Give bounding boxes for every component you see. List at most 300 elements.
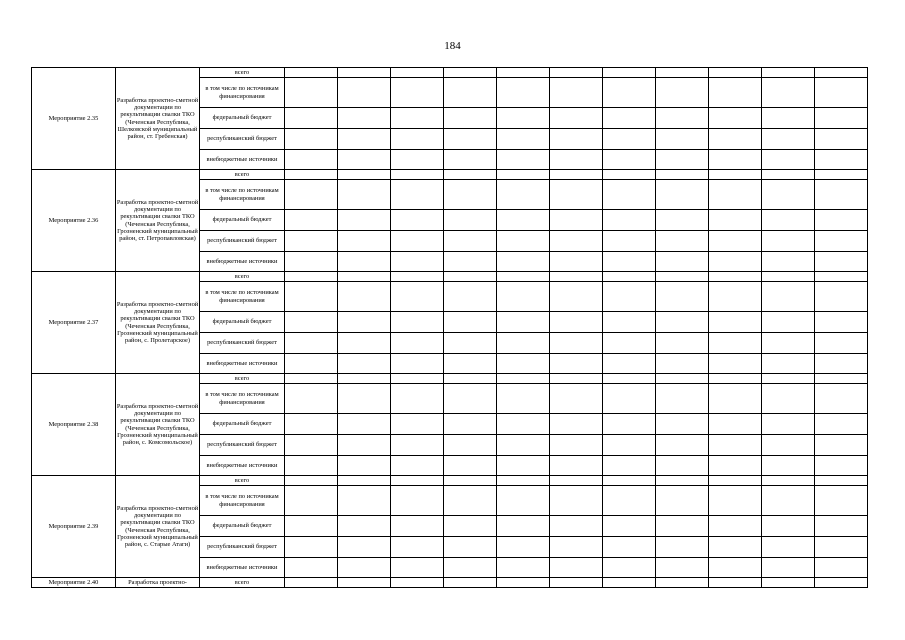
- value-cell: [762, 354, 815, 374]
- value-cell: [497, 354, 550, 374]
- value-cell: [285, 537, 338, 558]
- value-cell: [815, 272, 868, 282]
- value-cell: [815, 129, 868, 150]
- value-cell: [391, 231, 444, 252]
- value-cell: [762, 456, 815, 476]
- value-cell: [709, 516, 762, 537]
- value-cell: [550, 414, 603, 435]
- value-cell: [444, 272, 497, 282]
- value-cell: [444, 354, 497, 374]
- funding-source-cell: федеральный бюджет: [200, 108, 285, 129]
- description-cell: Разработка проектно-сметной документации по рекультивации свалки ТКО (Чеченская Республика, Грозненский муниципальный район, с. Старые Атаги): [116, 476, 200, 578]
- value-cell: [762, 129, 815, 150]
- value-cell: [709, 108, 762, 129]
- value-cell: [656, 486, 709, 516]
- value-cell: [815, 384, 868, 414]
- value-cell: [815, 210, 868, 231]
- funding-source-cell: федеральный бюджет: [200, 312, 285, 333]
- value-cell: [603, 516, 656, 537]
- value-cell: [497, 210, 550, 231]
- value-cell: [709, 170, 762, 180]
- funding-source-cell: федеральный бюджет: [200, 210, 285, 231]
- value-cell: [709, 180, 762, 210]
- value-cell: [603, 456, 656, 476]
- value-cell: [762, 486, 815, 516]
- value-cell: [550, 456, 603, 476]
- value-cell: [656, 578, 709, 588]
- value-cell: [550, 435, 603, 456]
- value-cell: [338, 374, 391, 384]
- value-cell: [338, 231, 391, 252]
- value-cell: [762, 210, 815, 231]
- value-cell: [497, 312, 550, 333]
- value-cell: [709, 68, 762, 78]
- value-cell: [497, 578, 550, 588]
- page-number: 184: [444, 40, 461, 52]
- value-cell: [444, 150, 497, 170]
- value-cell: [444, 435, 497, 456]
- value-cell: [762, 435, 815, 456]
- value-cell: [444, 516, 497, 537]
- value-cell: [391, 486, 444, 516]
- value-cell: [550, 231, 603, 252]
- value-cell: [497, 516, 550, 537]
- value-cell: [391, 78, 444, 108]
- value-cell: [391, 108, 444, 129]
- value-cell: [391, 456, 444, 476]
- value-cell: [815, 578, 868, 588]
- funding-source-cell: федеральный бюджет: [200, 414, 285, 435]
- value-cell: [815, 435, 868, 456]
- value-cell: [603, 333, 656, 354]
- value-cell: [444, 180, 497, 210]
- value-cell: [285, 476, 338, 486]
- value-cell: [444, 129, 497, 150]
- table-row: [32, 578, 868, 588]
- value-cell: [815, 252, 868, 272]
- value-cell: [656, 476, 709, 486]
- funding-source-cell: внебюджетные источники: [200, 252, 285, 272]
- value-cell: [338, 312, 391, 333]
- value-cell: [656, 108, 709, 129]
- value-cell: [285, 486, 338, 516]
- value-cell: [444, 578, 497, 588]
- value-cell: [550, 374, 603, 384]
- value-cell: [444, 558, 497, 578]
- value-cell: [762, 414, 815, 435]
- value-cell: [444, 486, 497, 516]
- funding-source-cell: всего: [200, 68, 285, 78]
- value-cell: [550, 476, 603, 486]
- value-cell: [444, 414, 497, 435]
- value-cell: [762, 150, 815, 170]
- value-cell: [338, 486, 391, 516]
- value-cell: [656, 435, 709, 456]
- value-cell: [444, 456, 497, 476]
- value-cell: [656, 558, 709, 578]
- funding-source-cell: в том числе по источникам финансирования: [200, 282, 285, 312]
- value-cell: [656, 78, 709, 108]
- description-cell: Разработка проектно-: [116, 578, 200, 588]
- measure-cell: Мероприятие 2.36: [32, 170, 116, 272]
- value-cell: [497, 374, 550, 384]
- value-cell: [815, 68, 868, 78]
- value-cell: [550, 486, 603, 516]
- measure-cell: Мероприятие 2.39: [32, 476, 116, 578]
- value-cell: [815, 180, 868, 210]
- value-cell: [656, 129, 709, 150]
- value-cell: [338, 210, 391, 231]
- value-cell: [815, 374, 868, 384]
- table-row: [32, 476, 868, 486]
- value-cell: [550, 252, 603, 272]
- value-cell: [550, 578, 603, 588]
- value-cell: [550, 129, 603, 150]
- value-cell: [709, 558, 762, 578]
- value-cell: [285, 180, 338, 210]
- value-cell: [497, 333, 550, 354]
- value-cell: [338, 282, 391, 312]
- value-cell: [338, 68, 391, 78]
- value-cell: [709, 456, 762, 476]
- value-cell: [762, 516, 815, 537]
- funding-source-cell: республиканский бюджет: [200, 435, 285, 456]
- funding-source-cell: всего: [200, 272, 285, 282]
- value-cell: [603, 170, 656, 180]
- value-cell: [762, 272, 815, 282]
- value-cell: [444, 476, 497, 486]
- funding-source-cell: в том числе по источникам финансирования: [200, 384, 285, 414]
- value-cell: [603, 486, 656, 516]
- value-cell: [391, 333, 444, 354]
- value-cell: [709, 333, 762, 354]
- value-cell: [656, 231, 709, 252]
- value-cell: [550, 333, 603, 354]
- funding-source-cell: внебюджетные источники: [200, 456, 285, 476]
- value-cell: [709, 486, 762, 516]
- funding-source-cell: в том числе по источникам финансирования: [200, 486, 285, 516]
- value-cell: [603, 537, 656, 558]
- value-cell: [550, 537, 603, 558]
- value-cell: [603, 180, 656, 210]
- value-cell: [656, 150, 709, 170]
- value-cell: [762, 170, 815, 180]
- value-cell: [497, 108, 550, 129]
- value-cell: [338, 578, 391, 588]
- funding-source-cell: внебюджетные источники: [200, 558, 285, 578]
- value-cell: [497, 558, 550, 578]
- funding-source-cell: республиканский бюджет: [200, 231, 285, 252]
- value-cell: [815, 486, 868, 516]
- value-cell: [762, 312, 815, 333]
- value-cell: [709, 414, 762, 435]
- value-cell: [444, 78, 497, 108]
- value-cell: [709, 537, 762, 558]
- value-cell: [815, 537, 868, 558]
- value-cell: [285, 150, 338, 170]
- value-cell: [603, 578, 656, 588]
- value-cell: [709, 252, 762, 272]
- value-cell: [497, 282, 550, 312]
- value-cell: [815, 312, 868, 333]
- value-cell: [709, 476, 762, 486]
- value-cell: [709, 231, 762, 252]
- value-cell: [338, 384, 391, 414]
- value-cell: [762, 78, 815, 108]
- value-cell: [285, 516, 338, 537]
- value-cell: [391, 384, 444, 414]
- value-cell: [603, 272, 656, 282]
- value-cell: [815, 78, 868, 108]
- value-cell: [338, 456, 391, 476]
- value-cell: [815, 414, 868, 435]
- value-cell: [338, 435, 391, 456]
- value-cell: [285, 129, 338, 150]
- value-cell: [391, 374, 444, 384]
- description-cell: Разработка проектно-сметной документации по рекультивации свалки ТКО (Чеченская Республика, Грозненский муниципальный район, с. Комсомольское): [116, 374, 200, 476]
- funding-source-cell: всего: [200, 374, 285, 384]
- value-cell: [444, 210, 497, 231]
- value-cell: [603, 129, 656, 150]
- value-cell: [762, 231, 815, 252]
- value-cell: [815, 170, 868, 180]
- value-cell: [497, 68, 550, 78]
- value-cell: [762, 476, 815, 486]
- value-cell: [497, 435, 550, 456]
- value-cell: [285, 210, 338, 231]
- value-cell: [338, 252, 391, 272]
- value-cell: [391, 537, 444, 558]
- value-cell: [656, 537, 709, 558]
- value-cell: [550, 312, 603, 333]
- value-cell: [656, 374, 709, 384]
- value-cell: [391, 354, 444, 374]
- value-cell: [285, 282, 338, 312]
- value-cell: [285, 333, 338, 354]
- value-cell: [444, 170, 497, 180]
- value-cell: [391, 252, 444, 272]
- value-cell: [338, 558, 391, 578]
- value-cell: [815, 231, 868, 252]
- value-cell: [709, 354, 762, 374]
- budget-table: [31, 67, 868, 588]
- value-cell: [815, 476, 868, 486]
- value-cell: [815, 456, 868, 476]
- value-cell: [603, 252, 656, 272]
- value-cell: [338, 150, 391, 170]
- measure-cell: Мероприятие 2.35: [32, 68, 116, 170]
- value-cell: [285, 414, 338, 435]
- value-cell: [656, 180, 709, 210]
- value-cell: [338, 354, 391, 374]
- value-cell: [656, 282, 709, 312]
- value-cell: [285, 231, 338, 252]
- value-cell: [603, 414, 656, 435]
- value-cell: [285, 435, 338, 456]
- value-cell: [338, 129, 391, 150]
- value-cell: [603, 150, 656, 170]
- value-cell: [338, 108, 391, 129]
- value-cell: [762, 282, 815, 312]
- value-cell: [656, 414, 709, 435]
- value-cell: [656, 210, 709, 231]
- value-cell: [656, 170, 709, 180]
- value-cell: [550, 272, 603, 282]
- value-cell: [603, 231, 656, 252]
- value-cell: [391, 312, 444, 333]
- value-cell: [709, 282, 762, 312]
- table-row: [32, 68, 868, 78]
- measure-cell: Мероприятие 2.37: [32, 272, 116, 374]
- value-cell: [285, 252, 338, 272]
- value-cell: [815, 354, 868, 374]
- value-cell: [603, 435, 656, 456]
- funding-source-cell: всего: [200, 578, 285, 588]
- value-cell: [815, 282, 868, 312]
- funding-source-cell: республиканский бюджет: [200, 333, 285, 354]
- value-cell: [497, 78, 550, 108]
- value-cell: [338, 333, 391, 354]
- table-row: [32, 170, 868, 180]
- value-cell: [285, 578, 338, 588]
- value-cell: [762, 537, 815, 558]
- value-cell: [603, 354, 656, 374]
- value-cell: [497, 231, 550, 252]
- value-cell: [550, 108, 603, 129]
- value-cell: [656, 456, 709, 476]
- value-cell: [338, 170, 391, 180]
- value-cell: [709, 129, 762, 150]
- value-cell: [444, 384, 497, 414]
- funding-source-cell: в том числе по источникам финансирования: [200, 180, 285, 210]
- value-cell: [444, 282, 497, 312]
- value-cell: [338, 537, 391, 558]
- value-cell: [391, 558, 444, 578]
- value-cell: [285, 170, 338, 180]
- description-cell: Разработка проектно-сметной документации по рекультивации свалки ТКО (Чеченская Республика, Шелковской муниципальный район, ст. Гребенская): [116, 68, 200, 170]
- value-cell: [391, 435, 444, 456]
- value-cell: [603, 78, 656, 108]
- value-cell: [656, 272, 709, 282]
- value-cell: [603, 312, 656, 333]
- value-cell: [391, 180, 444, 210]
- value-cell: [444, 108, 497, 129]
- value-cell: [762, 108, 815, 129]
- value-cell: [338, 414, 391, 435]
- value-cell: [391, 129, 444, 150]
- value-cell: [603, 68, 656, 78]
- value-cell: [444, 537, 497, 558]
- value-cell: [550, 78, 603, 108]
- value-cell: [656, 252, 709, 272]
- funding-source-cell: республиканский бюджет: [200, 129, 285, 150]
- value-cell: [762, 578, 815, 588]
- value-cell: [603, 108, 656, 129]
- value-cell: [391, 476, 444, 486]
- table-row: [32, 272, 868, 282]
- funding-source-cell: республиканский бюджет: [200, 537, 285, 558]
- value-cell: [709, 435, 762, 456]
- value-cell: [444, 312, 497, 333]
- value-cell: [338, 516, 391, 537]
- value-cell: [550, 150, 603, 170]
- description-cell: Разработка проектно-сметной документации по рекультивации свалки ТКО (Чеченская Республика, Грозненский муниципальный район, ст. Петропавловская): [116, 170, 200, 272]
- value-cell: [762, 252, 815, 272]
- value-cell: [285, 78, 338, 108]
- value-cell: [762, 374, 815, 384]
- value-cell: [550, 180, 603, 210]
- value-cell: [497, 414, 550, 435]
- value-cell: [285, 272, 338, 282]
- value-cell: [762, 68, 815, 78]
- value-cell: [391, 516, 444, 537]
- value-cell: [497, 384, 550, 414]
- value-cell: [444, 252, 497, 272]
- value-cell: [338, 78, 391, 108]
- value-cell: [815, 108, 868, 129]
- value-cell: [603, 210, 656, 231]
- funding-source-cell: всего: [200, 476, 285, 486]
- value-cell: [603, 476, 656, 486]
- value-cell: [656, 354, 709, 374]
- value-cell: [550, 282, 603, 312]
- value-cell: [391, 170, 444, 180]
- value-cell: [762, 333, 815, 354]
- value-cell: [709, 78, 762, 108]
- value-cell: [338, 272, 391, 282]
- value-cell: [444, 333, 497, 354]
- value-cell: [550, 68, 603, 78]
- value-cell: [285, 312, 338, 333]
- value-cell: [497, 150, 550, 170]
- value-cell: [444, 68, 497, 78]
- value-cell: [338, 180, 391, 210]
- funding-source-cell: внебюджетные источники: [200, 150, 285, 170]
- value-cell: [709, 150, 762, 170]
- value-cell: [391, 282, 444, 312]
- value-cell: [656, 312, 709, 333]
- value-cell: [285, 108, 338, 129]
- value-cell: [444, 231, 497, 252]
- value-cell: [656, 68, 709, 78]
- value-cell: [815, 150, 868, 170]
- value-cell: [497, 272, 550, 282]
- value-cell: [603, 558, 656, 578]
- funding-source-cell: в том числе по источникам финансирования: [200, 78, 285, 108]
- value-cell: [497, 456, 550, 476]
- value-cell: [656, 384, 709, 414]
- table-body: [32, 68, 868, 588]
- value-cell: [338, 476, 391, 486]
- measure-cell: Мероприятие 2.40: [32, 578, 116, 588]
- value-cell: [497, 476, 550, 486]
- value-cell: [497, 180, 550, 210]
- value-cell: [762, 180, 815, 210]
- value-cell: [550, 516, 603, 537]
- value-cell: [815, 516, 868, 537]
- value-cell: [709, 210, 762, 231]
- value-cell: [285, 456, 338, 476]
- value-cell: [285, 374, 338, 384]
- value-cell: [391, 578, 444, 588]
- value-cell: [497, 170, 550, 180]
- value-cell: [550, 170, 603, 180]
- value-cell: [656, 333, 709, 354]
- value-cell: [603, 282, 656, 312]
- value-cell: [709, 384, 762, 414]
- value-cell: [497, 129, 550, 150]
- value-cell: [391, 272, 444, 282]
